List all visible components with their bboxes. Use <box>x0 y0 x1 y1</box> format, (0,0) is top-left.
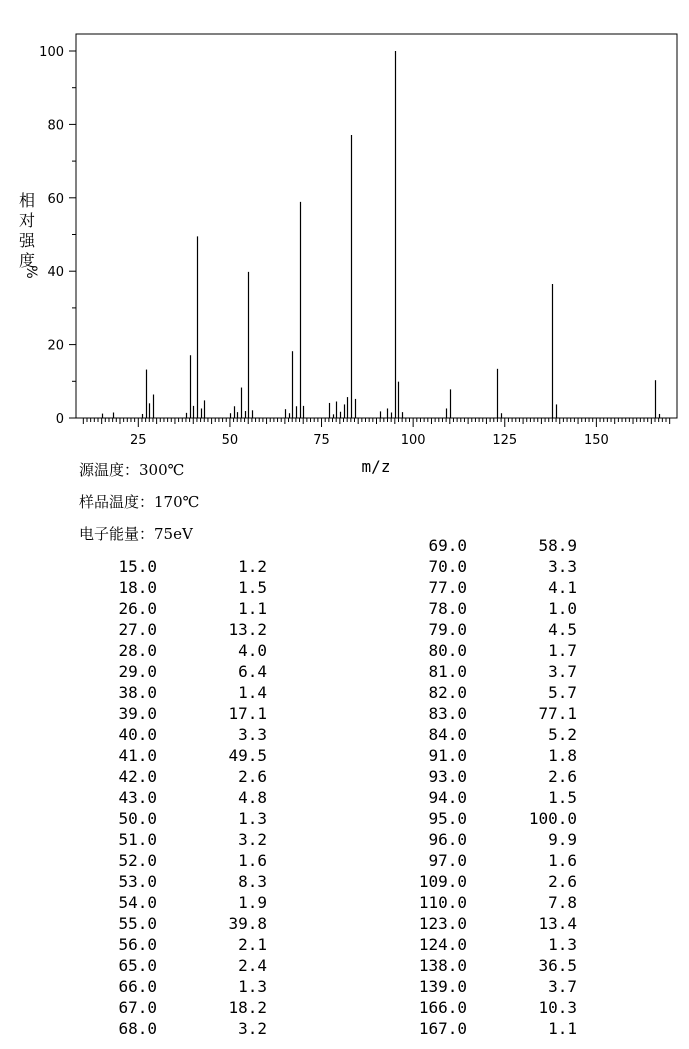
y-tick-label: 80 <box>47 118 64 134</box>
abundance-value: 5.2 <box>548 725 577 744</box>
mz-value: 41.0 <box>118 746 157 765</box>
peak-table-right <box>317 535 577 1039</box>
abundance-value: 1.2 <box>238 557 267 576</box>
peak-table-left <box>7 556 267 1039</box>
abundance-value: 1.5 <box>238 578 267 597</box>
abundance-value: 1.9 <box>238 893 267 912</box>
mz-value: 15.0 <box>118 557 157 576</box>
mz-value: 70.0 <box>428 557 467 576</box>
mz-value: 55.0 <box>118 914 157 933</box>
table-row <box>317 955 577 976</box>
mz-value: 51.0 <box>118 830 157 849</box>
abundance-value: 1.3 <box>548 935 577 954</box>
mz-value: 77.0 <box>428 578 467 597</box>
mz-value: 123.0 <box>418 914 467 933</box>
mz-value: 109.0 <box>418 872 467 891</box>
table-row <box>7 976 267 997</box>
table-row <box>317 724 577 745</box>
mz-value: 68.0 <box>118 1019 157 1038</box>
abundance-value: 4.8 <box>238 788 267 807</box>
mz-value: 84.0 <box>428 725 467 744</box>
y-tick-label: 20 <box>47 338 64 354</box>
abundance-value: 8.3 <box>238 872 267 891</box>
table-row <box>317 703 577 724</box>
abundance-value: 17.1 <box>228 704 267 723</box>
mz-value: 97.0 <box>428 851 467 870</box>
mz-value: 110.0 <box>418 893 467 912</box>
mz-value: 67.0 <box>118 998 157 1017</box>
table-row <box>7 661 267 682</box>
abundance-value: 3.2 <box>238 1019 267 1038</box>
y-axis-label-char: 度 <box>18 251 36 270</box>
electron-energy <box>79 523 193 544</box>
mz-value: 28.0 <box>118 641 157 660</box>
mz-value: 18.0 <box>118 578 157 597</box>
table-row <box>317 682 577 703</box>
mz-value: 82.0 <box>428 683 467 702</box>
table-row <box>7 1018 267 1039</box>
mz-value: 38.0 <box>118 683 157 702</box>
y-axis-label-char: 强 <box>18 231 36 250</box>
mz-value: 52.0 <box>118 851 157 870</box>
abundance-value: 1.7 <box>548 641 577 660</box>
table-row <box>317 619 577 640</box>
table-row <box>7 934 267 955</box>
table-row <box>7 871 267 892</box>
mz-value: 83.0 <box>428 704 467 723</box>
abundance-value: 49.5 <box>228 746 267 765</box>
abundance-value: 2.6 <box>238 767 267 786</box>
mz-value: 93.0 <box>428 767 467 786</box>
abundance-value: 4.5 <box>548 620 577 639</box>
mz-value: 50.0 <box>118 809 157 828</box>
x-axis <box>83 418 669 448</box>
abundance-value: 4.0 <box>238 641 267 660</box>
table-row <box>7 787 267 808</box>
source-temperature <box>79 459 184 480</box>
table-row <box>317 1018 577 1039</box>
abundance-value: 1.1 <box>238 599 267 618</box>
source-temperature-value: 300℃ <box>139 461 185 479</box>
mz-value: 124.0 <box>418 935 467 954</box>
table-row <box>7 850 267 871</box>
abundance-value: 13.2 <box>228 620 267 639</box>
table-row <box>7 997 267 1018</box>
table-row <box>7 913 267 934</box>
abundance-value: 3.7 <box>548 977 577 996</box>
abundance-value: 3.3 <box>548 557 577 576</box>
abundance-value: 3.2 <box>238 830 267 849</box>
table-row <box>7 577 267 598</box>
abundance-value: 1.5 <box>548 788 577 807</box>
table-row <box>7 745 267 766</box>
mz-value: 39.0 <box>118 704 157 723</box>
mz-value: 167.0 <box>418 1019 467 1038</box>
abundance-value: 1.1 <box>548 1019 577 1038</box>
mz-value: 56.0 <box>118 935 157 954</box>
mz-value: 91.0 <box>428 746 467 765</box>
table-row <box>7 640 267 661</box>
electron-energy-label: 电子能量： <box>79 525 155 543</box>
abundance-value: 6.4 <box>238 662 267 681</box>
table-row <box>7 955 267 976</box>
table-row <box>7 556 267 577</box>
y-axis-label-unit: % <box>23 265 39 279</box>
table-row <box>317 787 577 808</box>
y-tick-label: 40 <box>47 265 64 281</box>
table-row <box>7 703 267 724</box>
mz-value: 26.0 <box>118 599 157 618</box>
table-row <box>317 934 577 955</box>
table-row <box>7 724 267 745</box>
table-row <box>7 598 267 619</box>
table-row <box>317 850 577 871</box>
table-row <box>317 577 577 598</box>
plot-frame <box>76 34 677 418</box>
abundance-value: 1.3 <box>238 809 267 828</box>
table-row <box>7 892 267 913</box>
abundance-value: 39.8 <box>228 914 267 933</box>
abundance-value: 1.6 <box>238 851 267 870</box>
table-row <box>7 682 267 703</box>
abundance-value: 5.7 <box>548 683 577 702</box>
table-row <box>317 997 577 1018</box>
sample-temperature-label: 样品温度： <box>79 493 155 511</box>
source-temperature-label: 源温度： <box>79 461 140 479</box>
y-axis-label-char: 对 <box>18 211 36 230</box>
y-tick-label: 0 <box>55 412 64 427</box>
mz-value: 40.0 <box>118 725 157 744</box>
abundance-value: 58.9 <box>538 536 577 555</box>
table-row <box>317 766 577 787</box>
spectrum-peaks <box>103 51 660 418</box>
abundance-value: 18.2 <box>228 998 267 1017</box>
x-tick-label: 75 <box>313 433 330 448</box>
mz-value: 95.0 <box>428 809 467 828</box>
mz-value: 166.0 <box>418 998 467 1017</box>
table-row <box>7 619 267 640</box>
abundance-value: 100.0 <box>528 809 577 828</box>
abundance-value: 1.3 <box>238 977 267 996</box>
table-row <box>317 976 577 997</box>
abundance-value: 1.8 <box>548 746 577 765</box>
mz-value: 43.0 <box>118 788 157 807</box>
mass-spectrum-chart <box>0 0 689 480</box>
abundance-value: 10.3 <box>538 998 577 1017</box>
table-row <box>317 556 577 577</box>
table-row <box>7 766 267 787</box>
abundance-value: 77.1 <box>538 704 577 723</box>
sample-temperature-value: 170℃ <box>154 493 200 511</box>
abundance-value: 1.6 <box>548 851 577 870</box>
table-row <box>317 913 577 934</box>
x-tick-label: 25 <box>130 433 147 448</box>
mz-value: 65.0 <box>118 956 157 975</box>
y-axis <box>39 45 76 427</box>
sample-temperature <box>79 491 199 512</box>
table-row <box>317 661 577 682</box>
x-tick-label: 125 <box>492 433 518 448</box>
table-row <box>317 829 577 850</box>
mz-value: 78.0 <box>428 599 467 618</box>
y-tick-label: 100 <box>39 45 64 60</box>
table-row <box>317 871 577 892</box>
x-tick-label: 50 <box>221 433 239 448</box>
mz-value: 96.0 <box>428 830 467 849</box>
mz-value: 54.0 <box>118 893 157 912</box>
abundance-value: 2.4 <box>238 956 267 975</box>
mz-value: 80.0 <box>428 641 467 660</box>
table-row <box>317 640 577 661</box>
table-row <box>317 598 577 619</box>
abundance-value: 7.8 <box>548 893 577 912</box>
table-row <box>317 535 577 556</box>
mz-value: 94.0 <box>428 788 467 807</box>
table-row <box>317 808 577 829</box>
mz-value: 81.0 <box>428 662 467 681</box>
abundance-value: 13.4 <box>538 914 577 933</box>
table-row <box>7 808 267 829</box>
abundance-value: 9.9 <box>548 830 577 849</box>
y-axis-label-char: 相 <box>18 191 36 210</box>
mz-value: 53.0 <box>118 872 157 891</box>
abundance-value: 3.7 <box>548 662 577 681</box>
abundance-value: 4.1 <box>548 578 577 597</box>
mz-value: 29.0 <box>118 662 157 681</box>
abundance-value: 3.3 <box>238 725 267 744</box>
abundance-value: 2.6 <box>548 767 577 786</box>
mz-value: 138.0 <box>418 956 467 975</box>
abundance-value: 36.5 <box>538 956 577 975</box>
mz-value: 79.0 <box>428 620 467 639</box>
y-axis-label <box>19 191 39 279</box>
abundance-value: 1.0 <box>548 599 577 618</box>
mz-value: 42.0 <box>118 767 157 786</box>
abundance-value: 2.1 <box>238 935 267 954</box>
mz-value: 27.0 <box>118 620 157 639</box>
abundance-value: 1.4 <box>238 683 267 702</box>
y-tick-label: 60 <box>47 191 64 207</box>
mz-value: 139.0 <box>418 977 467 996</box>
electron-energy-value: 75eV <box>154 525 193 543</box>
mz-value: 69.0 <box>428 536 467 555</box>
table-row <box>7 829 267 850</box>
mz-value: 66.0 <box>118 977 157 996</box>
table-row <box>317 892 577 913</box>
x-tick-label: 150 <box>583 433 609 448</box>
x-axis-label: m/z <box>361 457 391 476</box>
x-tick-label: 100 <box>400 433 426 448</box>
table-row <box>317 745 577 766</box>
abundance-value: 2.6 <box>548 872 577 891</box>
